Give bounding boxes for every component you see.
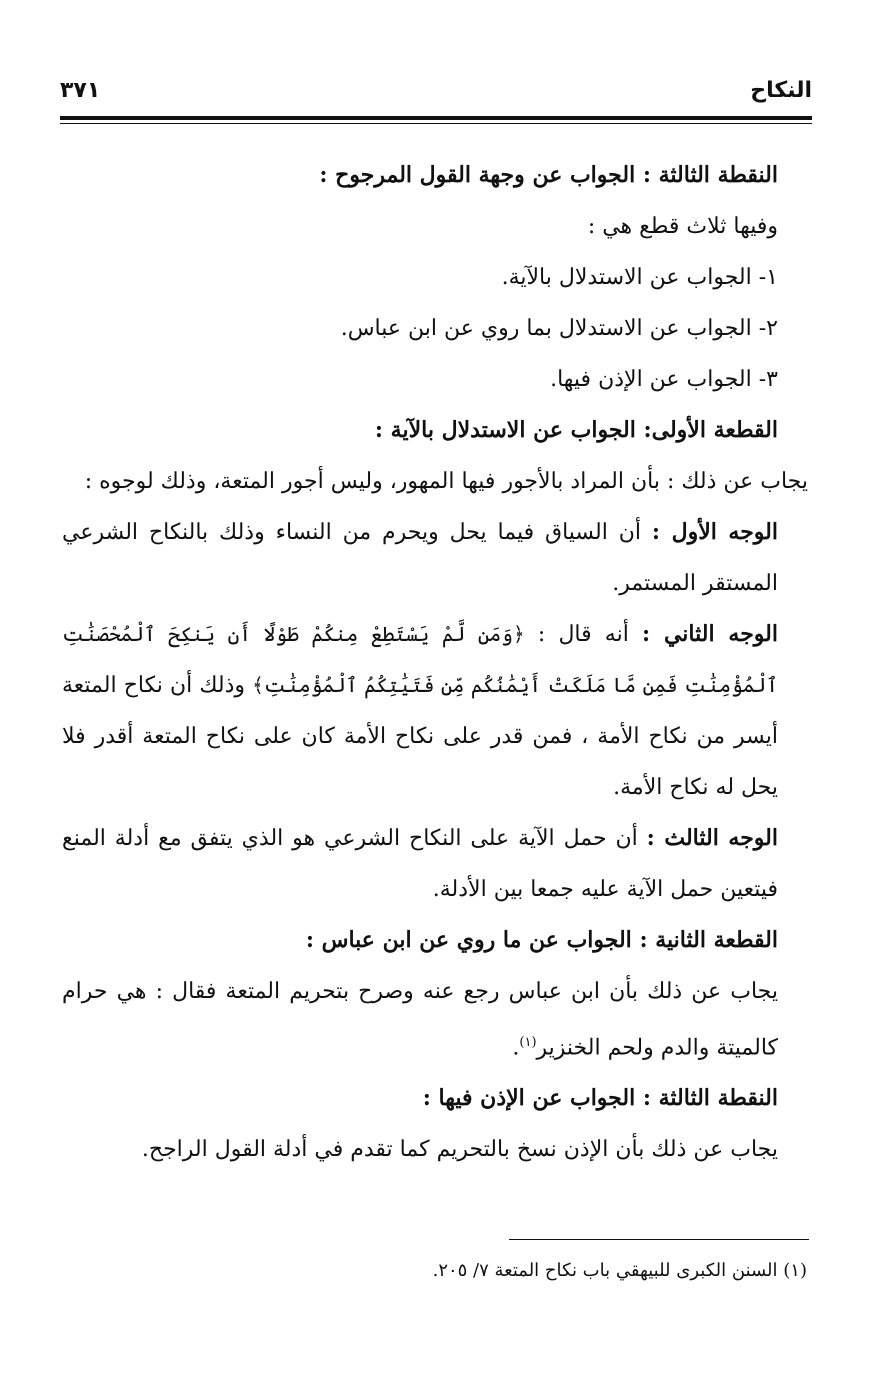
- running-header: [60, 78, 812, 112]
- aspect-2-label: الوجه الثاني :: [642, 621, 778, 647]
- aspect-2-pre: أنه قال :: [524, 622, 643, 647]
- main-text: [62, 150, 808, 1175]
- answer-2-text: يجاب عن ذلك بأن ابن عباس رجع عنه وصرح بتحريم المتعة فقال : هي حرام كالميتة والدم ولحم الخنزير: [62, 979, 778, 1061]
- paragraph-aspect-3: [62, 813, 808, 915]
- footnote-marker: (١): [519, 1035, 537, 1050]
- paragraph-aspect-1: [62, 507, 808, 609]
- page-number: ٣٧١: [60, 78, 101, 103]
- aspect-3-text: أن حمل الآية على النكاح الشرعي هو الذي يتفق مع أدلة المنع فيتعين حمل الآية عليه جمعا بين الأدلة.: [62, 826, 778, 902]
- subsection-heading-3: النقطة الثالثة : الجواب عن الإذن فيها :: [422, 1085, 778, 1112]
- section-heading: النقطة الثالثة : الجواب عن وجهة القول المرجوح :: [319, 162, 778, 188]
- aspect-1-label: الوجه الأول :: [651, 519, 778, 545]
- quran-verse: ﴿وَمَن لَّمْ يَسْتَطِعْ مِنكُمْ طَوْلًا أَن يَنكِحَ ٱلْمُحْصَنَٰتِ ٱلْمُؤْمِنَٰتِ فَمِن مَّا مَلَكَتْ أَيْمَٰنُكُم مِّن فَتَيَٰتِكُمُ ٱلْمُؤْمِنَٰتِ﴾: [62, 622, 778, 697]
- paragraph-answer-1: يجاب عن ذلك : بأن المراد بالأجور فيها المهور، وليس أجور المتعة، وذلك لوجوه :: [84, 469, 808, 494]
- header-rule-thin: [60, 123, 812, 124]
- answer-2-end: .: [512, 1035, 520, 1061]
- subsection-heading-2: القطعة الثانية : الجواب عن ما روي عن ابن عباس :: [305, 927, 778, 953]
- aspect-2-post: وذلك أن نكاح المتعة أيسر من نكاح الأمة ، فمن قدر على نكاح الأمة كان على نكاح المتعة أقدر فلا يحل له نكاح الأمة.: [62, 673, 778, 800]
- list-item-1: ١- الجواب عن الاستدلال بالآية.: [501, 265, 778, 290]
- paragraph-answer-2: [62, 966, 808, 1073]
- header-rule-thick: [60, 116, 812, 120]
- aspect-3-label: الوجه الثالث :: [646, 825, 778, 851]
- paragraph-aspect-2: [62, 609, 808, 813]
- aspect-1-text: أن السياق فيما يحل ويحرم من النساء وذلك بالنكاح الشرعي المستقر المستمر.: [62, 520, 778, 596]
- intro-paragraph: وفيها ثلاث قطع هي :: [587, 214, 778, 239]
- subsection-heading-1: القطعة الأولى: الجواب عن الاستدلال بالآية :: [374, 417, 778, 443]
- chapter-title: النكاح: [750, 78, 812, 103]
- footnote: (١) السنن الكبرى للبيهقي باب نكاح المتعة ٧/ ٢٠٥.: [432, 1260, 807, 1281]
- paragraph-answer-3: يجاب عن ذلك بأن الإذن نسخ بالتحريم كما تقدم في أدلة القول الراجح.: [141, 1137, 778, 1163]
- list-item-3: ٣- الجواب عن الإذن فيها.: [550, 367, 778, 392]
- list-item-2: ٢- الجواب عن الاستدلال بما روي عن ابن عباس.: [340, 316, 778, 341]
- footnote-separator: [509, 1239, 809, 1240]
